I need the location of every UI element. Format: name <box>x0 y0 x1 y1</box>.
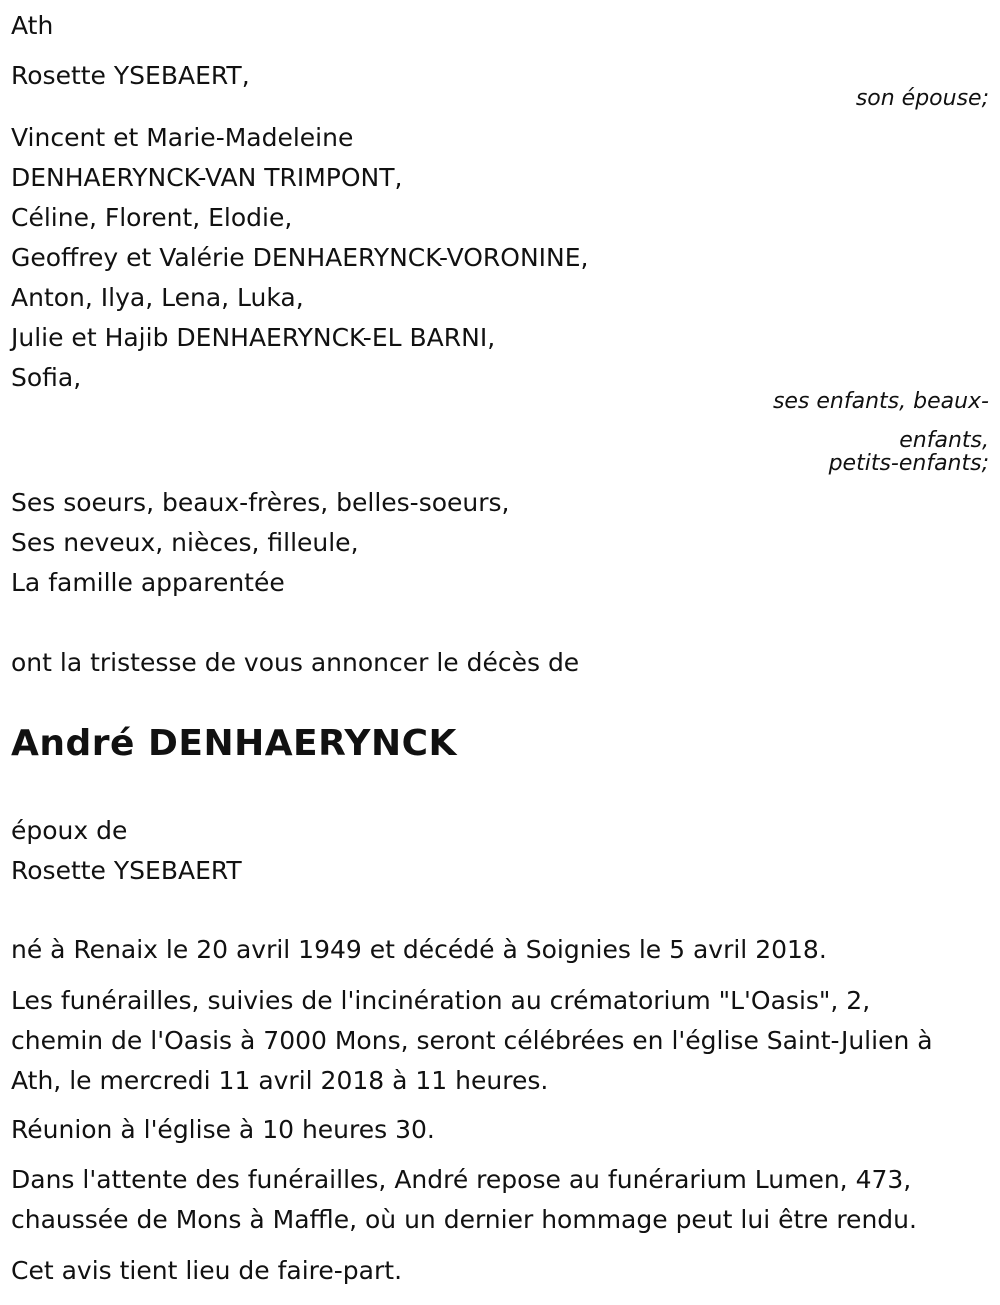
children-role-line: enfants, <box>899 428 989 453</box>
spouse-of-name: Rosette YSEBAERT <box>11 856 242 885</box>
funeral-line: chemin de l'Oasis à 7000 Mons, seront célébrées en l'église Saint-Julien à <box>11 1026 933 1055</box>
spouse-of-label: époux de <box>11 816 128 845</box>
deceased-name: André DENHAERYNCK <box>11 723 457 764</box>
meeting-line: Réunion à l'église à 10 heures 30. <box>11 1115 435 1144</box>
funeral-line: Les funérailles, suivies de l'incinération au crématorium "L'Oasis", 2, <box>11 986 871 1015</box>
children-role-line: ses enfants, beaux- <box>772 389 989 414</box>
rest-line: chaussée de Mons à Maffle, où un dernier hommage peut lui être rendu. <box>11 1205 917 1234</box>
children-line: Sofia, <box>11 363 82 392</box>
birth-death-line: né à Renaix le 20 avril 1949 et décédé à Soignies le 5 avril 2018. <box>11 935 827 964</box>
children-role-line: petits-enfants; <box>828 451 989 476</box>
relatives-line: Ses neveux, nièces, filleule, <box>11 528 359 557</box>
children-line: Vincent et Marie-Madeleine <box>11 123 354 152</box>
rest-line: Dans l'attente des funérailles, André repose au funérarium Lumen, 473, <box>11 1165 912 1194</box>
children-line: Anton, Ilya, Lena, Luka, <box>11 283 304 312</box>
children-line: DENHAERYNCK-VAN TRIMPONT, <box>11 163 403 192</box>
closing-line: Cet avis tient lieu de faire-part. <box>11 1256 403 1285</box>
children-line: Julie et Hajib DENHAERYNCK-EL BARNI, <box>11 323 496 352</box>
obituary-notice <box>11 0 989 1305</box>
spouse-name: Rosette YSEBAERT, <box>11 61 250 90</box>
children-line: Geoffrey et Valérie DENHAERYNCK-VORONINE, <box>11 243 589 272</box>
place-label: Ath <box>11 11 54 40</box>
funeral-line: Ath, le mercredi 11 avril 2018 à 11 heures. <box>11 1066 549 1095</box>
relatives-line: La famille apparentée <box>11 568 285 597</box>
relatives-line: Ses soeurs, beaux-frères, belles-soeurs, <box>11 488 510 517</box>
children-line: Céline, Florent, Elodie, <box>11 203 293 232</box>
spouse-role: son épouse; <box>855 86 989 111</box>
announcement-intro: ont la tristesse de vous annoncer le décès de <box>11 648 580 677</box>
